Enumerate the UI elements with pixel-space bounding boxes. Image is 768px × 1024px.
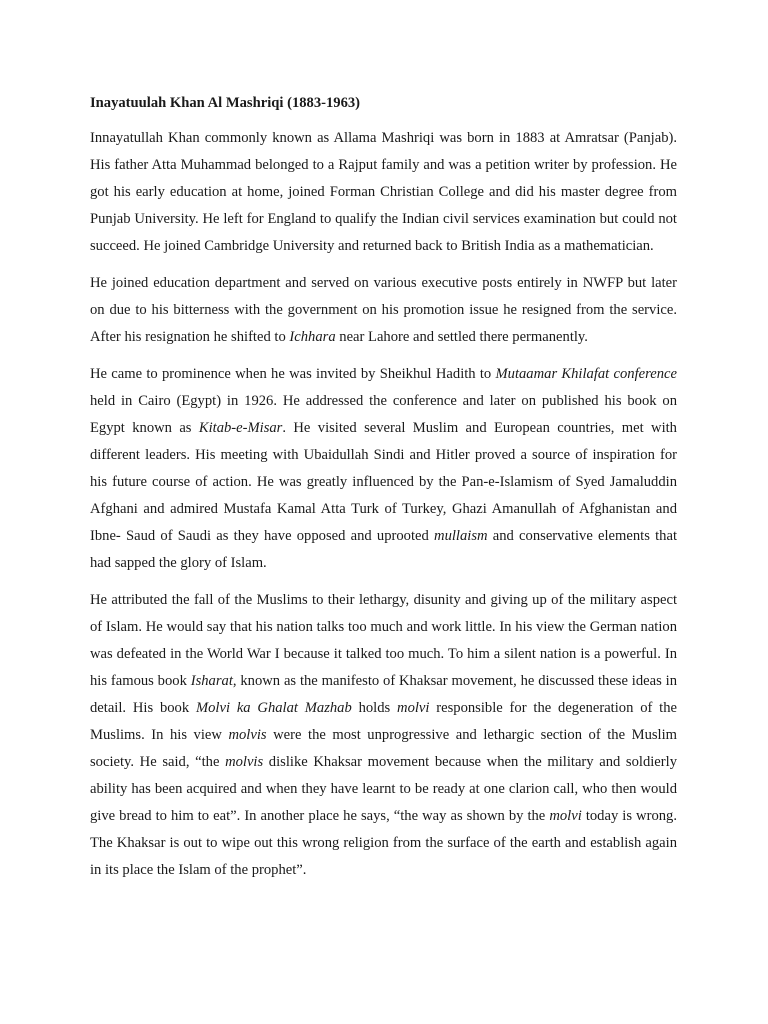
paragraph-text: were the most unprogressive and lethargic section of the Muslim society. He said, “the [90,727,678,770]
document-page [90,93,677,894]
paragraph-text: He joined education department and served on various executive posts entirely in NWFP but later on due to his bitterness with the government on his promotion issue he resigned from the service. After his resignation he shifted to [90,275,677,345]
paragraph-text: and conservative elements that had sapped the glory of Islam. [90,528,678,571]
paragraph-text: responsible for the degeneration of the Muslims. In his view [90,700,677,743]
paragraph [90,270,677,351]
paragraph-text: holds [351,700,398,716]
italic-term: molvi [549,808,582,824]
document-title: Inayatuulah Khan Al Mashriqi (1883-1963) [90,95,361,111]
italic-term: molvis [225,754,264,770]
italic-term: Mutaamar Khilafat conference [495,366,677,382]
italic-term: mullaism [434,528,488,544]
paragraph-text: He came to prominence when he was invited by Sheikhul Hadith to [90,366,496,382]
italic-term: molvi [397,700,430,716]
italic-term: Isharat [190,673,233,689]
paragraph-text: dislike Khaksar movement because when the military and soldierly ability has been acquired and when they have learnt to be ready at one clarion call, who then would give bread to him to eat”. In another place he says, “the way as shown by the [90,754,677,824]
italic-term: Kitab-e-Misar [198,420,283,436]
italic-term: Molvi ka Ghalat Mazhab [195,700,352,716]
paragraph [90,361,677,577]
italic-term: molvis [228,727,267,743]
document-body [90,125,677,884]
paragraph-text: held in Cairo (Egypt) in 1926. He addressed the conference and later on published his book on Egypt known as [90,393,677,436]
italic-term: Ichhara [289,329,336,345]
paragraph-text: , known as the manifesto of Khaksar movement, he discussed these ideas in detail. His book [90,673,677,716]
paragraph-text: today is wrong. The Khaksar is out to wipe out this wrong religion from the surface of the earth and establish again in its place the Islam of the prophet”. [90,808,677,878]
paragraph-text: near Lahore and settled there permanently. [335,329,588,345]
paragraph-text: Innayatullah Khan commonly known as Allama Mashriqi was born in 1883 at Amratsar (Panjab). His father Atta Muhammad belonged to a Rajput family and was a petition writer by profession. He got his early education at home, joined Forman Christian College and did his master degree from Punjab University. He left for England to qualify the Indian civil services examination but could not succeed. He joined Cambridge University and returned back to British India as a mathematician. [90,130,677,254]
paragraph-text: He attributed the fall of the Muslims to their lethargy, disunity and giving up of the military aspect of Islam. He would say that his nation talks too much and work little. In his view the German nation was defeated in the World War I because it talked too much. To him a silent nation is a powerful. In his famous book [90,592,677,689]
paragraph [90,587,677,884]
paragraph [90,125,677,260]
paragraph-text: . He visited several Muslim and European countries, met with different leaders. His meeting with Ubaidullah Sindi and Hitler proved a source of inspiration for his future course of action. He was greatly influenced by the Pan-e-Islamism of Syed Jamaluddin Afghani and admired Mustafa Kamal Atta Turk of Turkey, Ghazi Amanullah of Afghanistan and Ibne- Saud of Saudi as they have opposed and uprooted [90,420,677,544]
